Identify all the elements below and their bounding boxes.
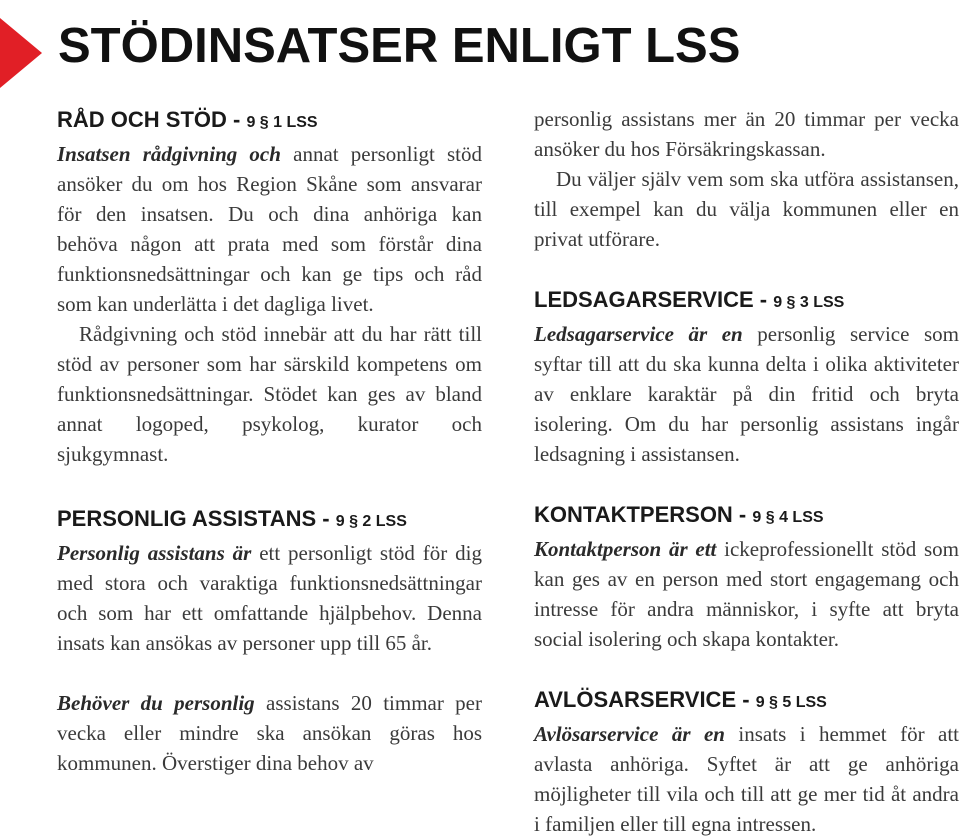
law-reference: 9 § 5 LSS: [755, 694, 827, 711]
spacer: [534, 254, 959, 284]
paragraph-text: ickeprofessionellt stöd som kan ges av en person med stort engagemang och intresse för andra människor, i syfte att bryta social isolering och skapa kontakter.: [534, 537, 959, 651]
lead-phrase: Personlig assistans är: [57, 541, 252, 565]
heading-text: AVLÖSARSERVICE -: [534, 687, 750, 712]
law-reference: 9 § 4 LSS: [752, 509, 824, 526]
heading-text: LEDSAGARSERVICE -: [534, 287, 768, 312]
paragraph: [57, 538, 482, 658]
section-ledsagarservice: [534, 284, 959, 469]
section-heading: [534, 499, 959, 534]
law-reference: 9 § 2 LSS: [335, 513, 407, 530]
section-avlosarservice: [534, 684, 959, 839]
paragraph-text: ett personligt stöd för dig med stora och varaktiga funktionsnedsättningar och som har ett omfattande hjälpbehov. Denna insats kan ansökas av personer upp till 65 år.: [57, 541, 482, 655]
lead-phrase: Ledsagarservice är en: [534, 322, 743, 346]
paragraph: Rådgivning och stöd innebär att du har rätt till stöd av personer som har särskild kompetens om funktionsnedsättningar. Stödet kan ges av bland annat logoped, psykolog, kurator och sjukgymnast.: [57, 322, 482, 466]
spacer: [534, 469, 959, 499]
spacer: [57, 658, 482, 688]
paragraph-text: insats i hemmet för att avlasta anhöriga. Syftet är att ge anhöriga möjligheter till vila och till att ge mer tid åt andra i familjen eller till egna intressen.: [534, 722, 959, 836]
section-heading: [534, 684, 959, 719]
page-title: STÖDINSATSER ENLIGT LSS: [58, 19, 741, 73]
paragraph: Du väljer själv vem som ska utföra assistansen, till exempel kan du välja kommunen eller en privat utförare.: [534, 167, 959, 251]
paragraph: [534, 534, 959, 654]
lead-phrase: Kontaktperson är ett: [534, 537, 717, 561]
paragraph: [57, 139, 482, 319]
section-heading: [57, 503, 482, 538]
spacer: [57, 469, 482, 503]
red-triangle-marker: [0, 18, 42, 88]
paragraph-text: assistans 20 timmar per vecka eller mindre ska ansökan göras hos kommunen. Överstiger dina behov av: [57, 691, 482, 775]
paragraph-continued: personlig assistans mer än 20 timmar per vecka ansöker du hos Försäkringskassan.: [534, 107, 959, 161]
paragraph: [534, 319, 959, 469]
section-kontaktperson: [534, 499, 959, 654]
spacer: [534, 654, 959, 684]
law-reference: 9 § 1 LSS: [246, 114, 318, 131]
section-heading: [57, 104, 482, 139]
law-reference: 9 § 3 LSS: [773, 294, 845, 311]
paragraph-text: annat personligt stöd ansöker du om hos Region Skåne som ansvarar för den insatsen. Du och dina anhöriga kan behöva någon att prata med som förstår dina funktionsnedsättningar och kan ge tips och råd som kan underlätta i det dagliga livet.: [57, 142, 482, 316]
lead-phrase: Avlösarservice är en: [534, 722, 725, 746]
left-column: [57, 104, 482, 778]
section-personlig-assistans: [57, 503, 482, 778]
heading-text: KONTAKTPERSON -: [534, 502, 747, 527]
lead-phrase: Insatsen rådgivning och: [57, 142, 281, 166]
lead-phrase: Behöver du personlig: [57, 691, 255, 715]
paragraph: [534, 719, 959, 839]
heading-text: RÅD OCH STÖD -: [57, 107, 241, 132]
heading-text: PERSONLIG ASSISTANS -: [57, 506, 330, 531]
section-rad-och-stod: [57, 104, 482, 469]
paragraph-text: personlig service som syftar till att du ska kunna delta i olika aktiviteter av enklare karaktär på din fritid och bryta isolering. Om du har personlig assistans ingår ledsagning i assistansen.: [534, 322, 959, 466]
paragraph: [57, 688, 482, 778]
right-column: [534, 104, 959, 839]
section-heading: [534, 284, 959, 319]
